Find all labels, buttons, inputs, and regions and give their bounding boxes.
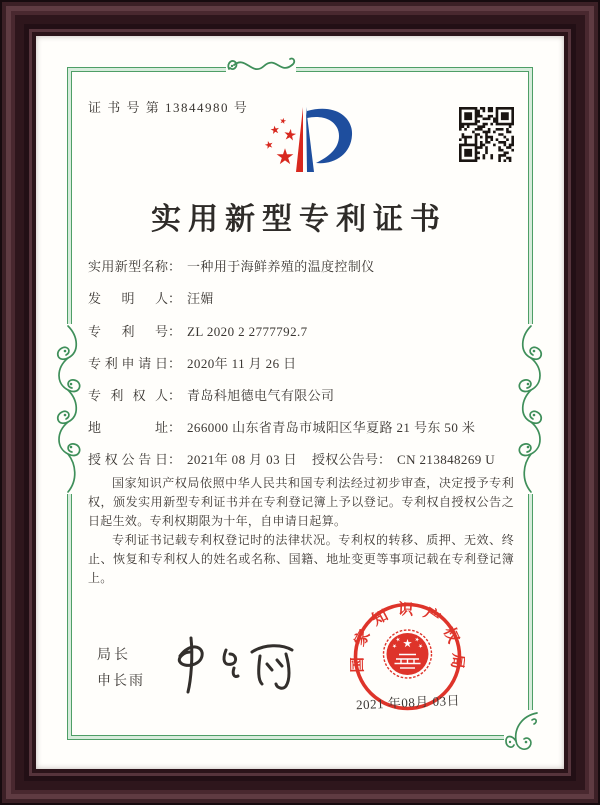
field-row-patentee: 专利权人： 青岛科旭德电气有限公司: [88, 385, 334, 404]
qr-code: [459, 107, 514, 167]
field-row-patent-number: 专利号： ZL 2020 2 2777792.7: [88, 321, 308, 340]
field-label: 发明人: [88, 291, 168, 306]
field-value: CN 213848269 U: [397, 452, 496, 467]
field-label: 实用新型名称: [88, 259, 168, 274]
certificate-title: 实用新型专利证书: [151, 203, 447, 236]
field-value: 汪媚: [187, 291, 214, 306]
left-vine-ornament: [51, 324, 85, 494]
seal-date: 2021 年08月 03日: [355, 692, 461, 713]
field-row-name: 实用新型名称： 一种用于海鲜养殖的温度控制仪: [88, 256, 375, 275]
field-pair-grant-number: 授权公告号： CN 213848269 U: [312, 449, 495, 468]
field-label: 授权公告号: [312, 452, 378, 467]
field-label: 专利申请日: [88, 356, 168, 371]
field-row-filing-date: 专利申请日： 2020年 11 月 26 日: [88, 353, 297, 372]
seal-ring-text: 国家知识产权局: [350, 601, 465, 679]
field-label: 专利号: [88, 324, 168, 339]
top-flourish-ornament: [226, 53, 296, 81]
cnipa-logo-icon: [233, 95, 373, 190]
legal-paragraph-2: 专利证书记载专利权登记时的法律状况。专利权的转移、质押、无效、终止、恢复和专利权人的姓名或名称、国籍、地址变更等事项记载在专利登记簿上。: [88, 533, 514, 585]
director-name: 申长雨: [97, 674, 145, 689]
national-emblem-icon: [384, 630, 432, 678]
field-row-inventor: 发明人： 汪媚: [88, 288, 214, 307]
director-signature: [160, 630, 310, 701]
field-value: 一种用于海鲜养殖的温度控制仪: [187, 259, 375, 274]
corner-flourish-ornament: [504, 710, 540, 752]
field-row-grant: 授权公告日： 2021年 08 月 03 日 授权公告号： CN 213848269 U: [88, 449, 297, 468]
field-label: 授权公告日: [88, 452, 168, 467]
legal-text: [88, 474, 514, 588]
legal-paragraph-1: 国家知识产权局依照中华人民共和国专利法经过初步审查，决定授予专利权，颁发实用新型专利证书并在专利登记簿上予以登记。专利权自授权公告之日起生效。专利权期限为十年，自申请日起算。: [88, 476, 514, 528]
field-row-address: 地址： 266000 山东省青岛市城阳区华夏路 21 号东 50 米: [88, 417, 475, 436]
field-value: ZL 2020 2 2777792.7: [187, 324, 308, 339]
director-title: 局长: [97, 648, 131, 663]
field-label: 地址: [88, 420, 168, 435]
field-label: 专利权人: [88, 388, 168, 403]
field-value: 青岛科旭德电气有限公司: [187, 388, 335, 403]
field-value: 266000 山东省青岛市城阳区华夏路 21 号东 50 米: [187, 420, 476, 435]
field-value: 2020年 11 月 26 日: [187, 356, 297, 371]
certificate-number: 证 书 号 第 13844980 号: [88, 100, 249, 115]
right-vine-ornament: [514, 324, 548, 494]
field-value: 2021年 08 月 03 日: [187, 452, 298, 467]
